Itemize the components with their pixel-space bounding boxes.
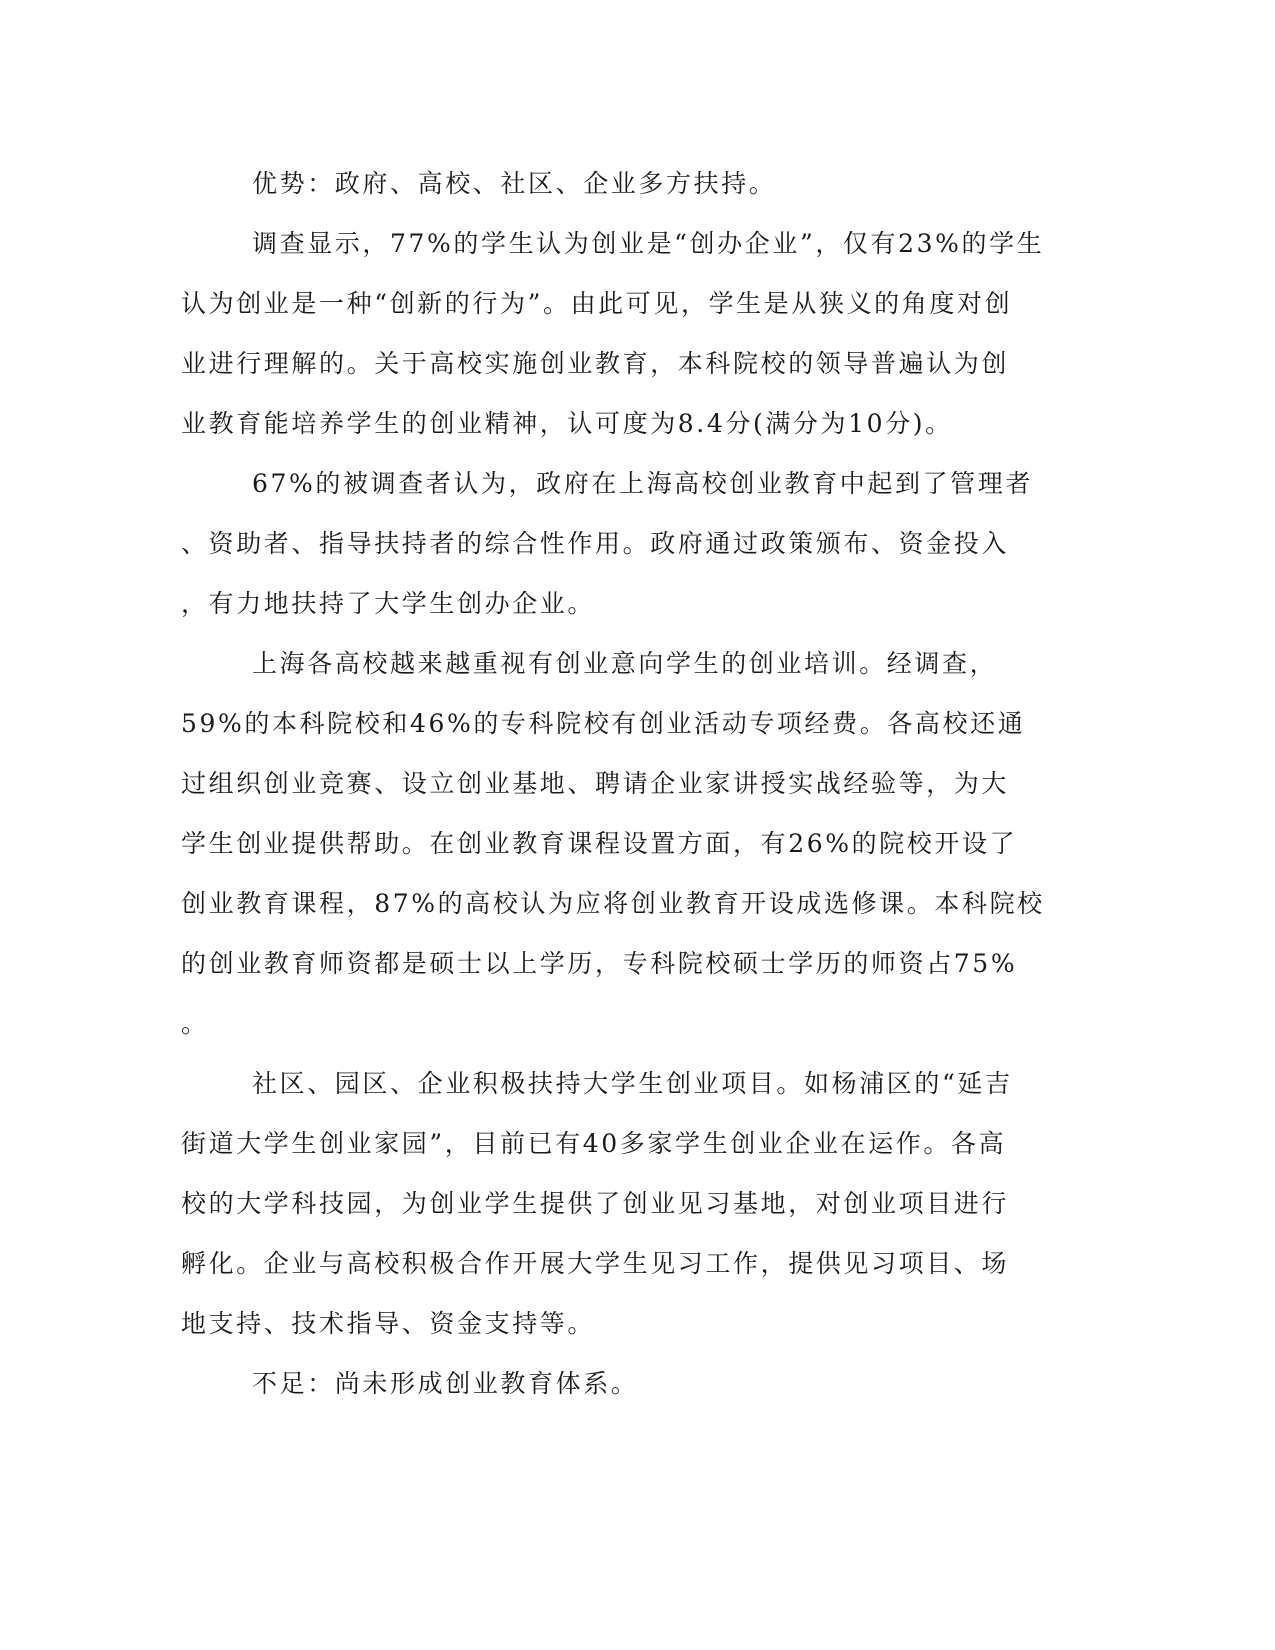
para-government-role <box>181 454 1051 634</box>
text-line: 过组织创业竞赛、设立创业基地、聘请企业家讲授实战经验等，为大 <box>181 769 1010 798</box>
document-body <box>181 154 1051 1414</box>
text-line: 优势：政府、高校、社区、企业多方扶持。 <box>252 169 777 198</box>
text-line: 上海各高校越来越重视有创业意向学生的创业培训。经调查， <box>252 649 998 678</box>
text-line: ，有力地扶持了大学生创办企业。 <box>181 589 596 618</box>
text-line: 街道大学生创业家园”，目前已有40多家学生创业企业在运作。各高 <box>181 1129 1007 1158</box>
text-line: 创业教育课程，87%的高校认为应将创业教育开设成选修课。本科院校 <box>181 889 1045 918</box>
text-line: 校的大学科技园，为创业学生提供了创业见习基地，对创业项目进行 <box>181 1189 1010 1218</box>
text-line: 孵化。企业与高校积极合作开展大学生见习工作，提供见习项目、场 <box>181 1249 1010 1278</box>
text-line: 调查显示，77%的学生认为创业是“创办企业”，仅有23%的学生 <box>252 229 1045 258</box>
text-line: 。 <box>181 1009 209 1038</box>
para-advantage-heading <box>181 154 1051 214</box>
text-line: 认为创业是一种“创新的行为”。由此可见，学生是从狭义的角度对创 <box>181 289 1013 318</box>
para-community-support <box>181 1054 1051 1354</box>
text-line: 业进行理解的。关于高校实施创业教育，本科院校的领导普遍认为创 <box>181 349 1010 378</box>
text-line: 、资助者、指导扶持者的综合性作用。政府通过政策颁布、资金投入 <box>181 529 1010 558</box>
para-university-training <box>181 634 1051 1054</box>
para-survey-results <box>181 214 1051 454</box>
text-line: 59%的本科院校和46%的专科院校有创业活动专项经费。各高校还通 <box>181 709 1026 738</box>
text-line: 业教育能培养学生的创业精神，认可度为8.4分(满分为10分)。 <box>181 409 953 438</box>
text-line: 学生创业提供帮助。在创业教育课程设置方面，有26%的院校开设了 <box>181 829 1018 858</box>
text-line: 的创业教育师资都是硕士以上学历，专科院校硕士学历的师资占75% <box>181 949 1018 978</box>
text-line: 地支持、技术指导、资金支持等。 <box>181 1309 596 1338</box>
text-line: 不足：尚未形成创业教育体系。 <box>252 1369 639 1398</box>
text-line: 67%的被调查者认为，政府在上海高校创业教育中起到了管理者 <box>252 469 1033 498</box>
para-shortcoming-heading <box>181 1354 1051 1414</box>
text-line: 社区、园区、企业积极扶持大学生创业项目。如杨浦区的“延吉 <box>252 1069 1013 1098</box>
